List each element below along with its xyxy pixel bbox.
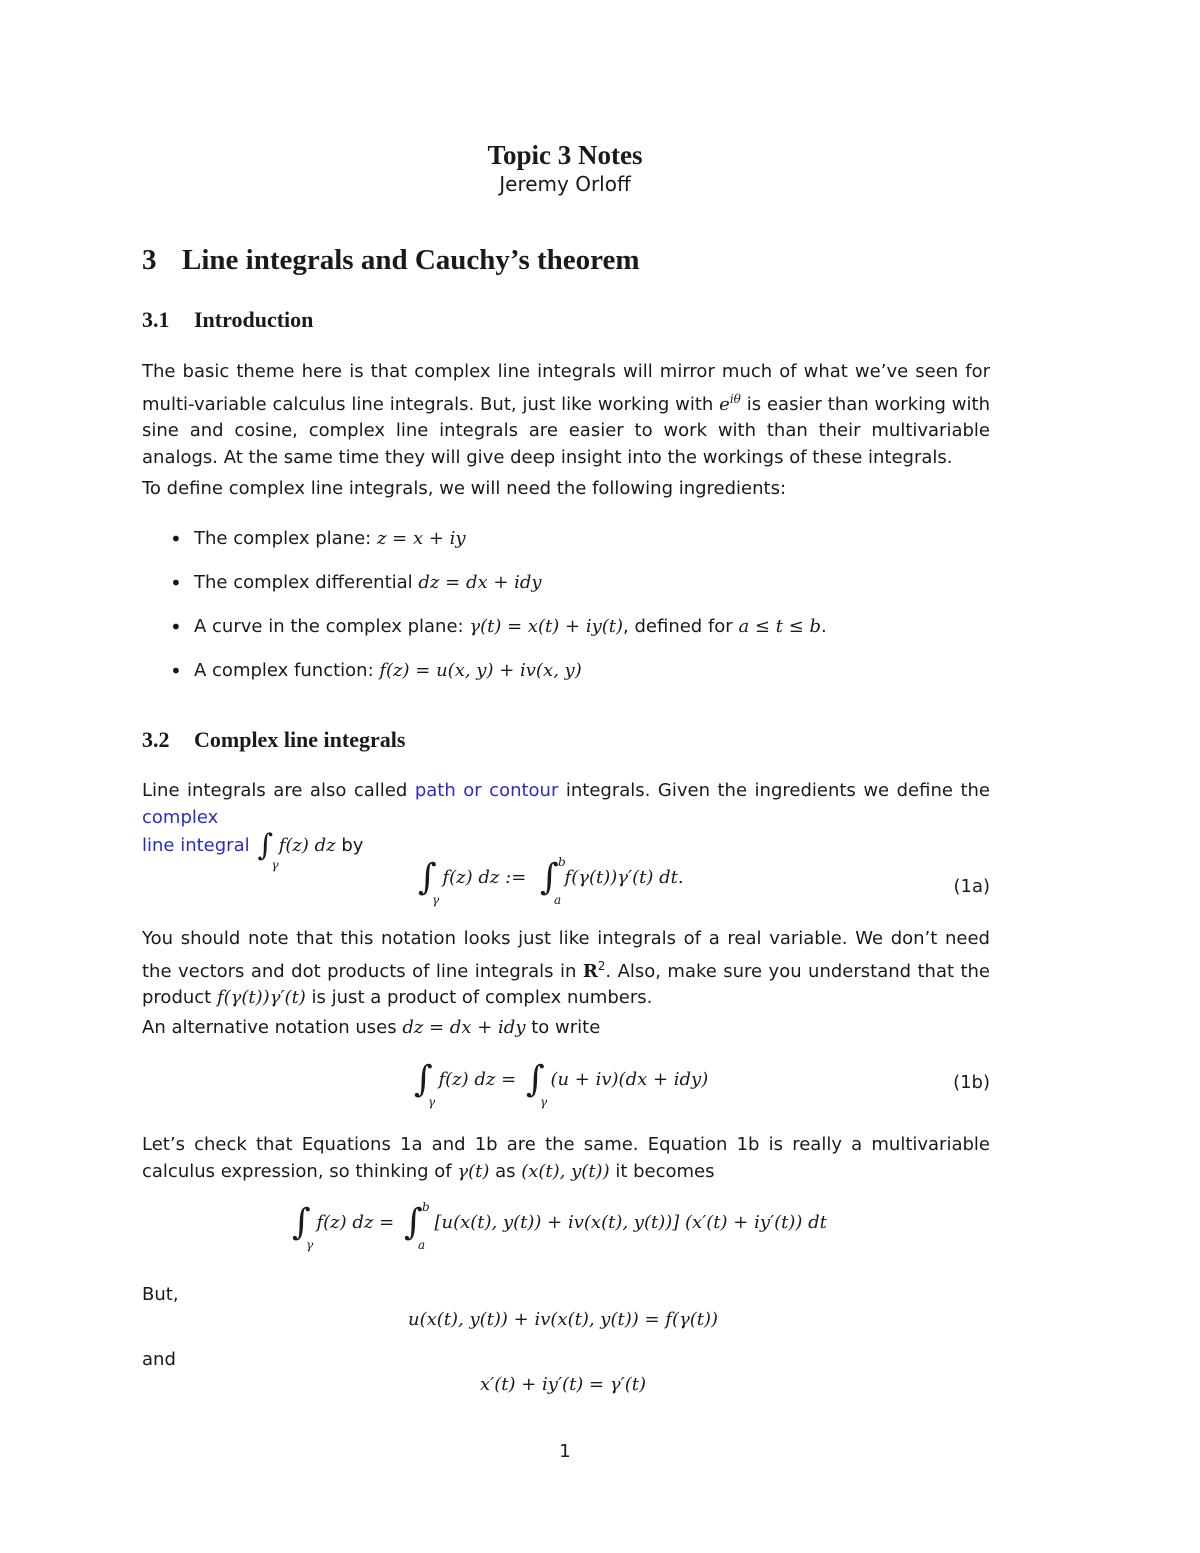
text-and: and — [142, 1349, 176, 1370]
ingredients-lead: To define complex line integrals, we will need the following ingredients: — [142, 478, 787, 499]
list-item-text: The complex differential — [194, 572, 419, 593]
intro-math-exp: iθ — [729, 391, 741, 406]
intro-math-e: e — [719, 393, 730, 415]
subsection-number: 3.2 — [142, 727, 170, 752]
integral-sign-icon: ∫ γ — [257, 828, 279, 872]
section-heading — [142, 244, 640, 277]
integral-upper-limit: b — [558, 855, 566, 869]
integral-sign-icon: ∫ γ — [292, 1202, 314, 1252]
cli-text-c: by — [335, 835, 364, 856]
section-number: 3 — [142, 244, 157, 276]
cli-p4-math2: (x(t), y(t)) — [521, 1160, 610, 1182]
list-item-math: f(z) = u(x, y) + iv(x, y) — [379, 660, 582, 681]
list-item-tail2: . — [820, 616, 827, 637]
integral-subscript: γ — [306, 1238, 314, 1252]
intro-paragraph — [142, 359, 990, 471]
equation-1b-label: (1b) — [953, 1072, 990, 1093]
integral-sign-icon: ∫ γ — [525, 1059, 548, 1109]
integral-lower-limit: a — [417, 1238, 426, 1252]
equation-1a-lhs: f(z) dz := — [442, 867, 527, 888]
equation-1b — [414, 1059, 709, 1109]
list-item-text: A complex function: — [194, 660, 380, 681]
integral-sign-icon: ∫ b a — [403, 1200, 430, 1252]
integral-subscript: γ — [428, 1095, 436, 1109]
cli-p2-text-c: is just a product of complex numbers. — [305, 987, 653, 1008]
subsection-heading-complex-line-integrals — [142, 727, 405, 753]
cli-p2-text-a: You should note that this notation looks just like integrals of a real variable. We don’t need the vectors and dot products of line integrals in — [142, 928, 990, 982]
equation-expansion — [292, 1200, 827, 1252]
cli-p3-text-b: to write — [525, 1017, 601, 1038]
cli-p2-math: f(γ(t))γ′(t) — [216, 987, 306, 1008]
equation-1a-rhs: f(γ(t))γ′(t) dt. — [564, 867, 684, 888]
list-item-math: z = x + iy — [376, 528, 466, 549]
list-item-math: dz = dx + idy — [418, 572, 542, 593]
integral-subscript: γ — [271, 858, 279, 872]
subsection-number: 3.1 — [142, 307, 170, 332]
equation-expansion-rhs: [u(x(t), y(t)) + iv(x(t), y(t))] (x′(t) + iy′(t)) dt — [434, 1212, 827, 1233]
cli-p2-reals-exp: 2 — [597, 958, 606, 973]
equation-1b-lhs: f(z) dz = — [438, 1069, 517, 1090]
link-path-or-contour[interactable]: path or contour — [414, 780, 559, 801]
list-item-math: γ(t) = x(t) + iy(t) — [469, 616, 624, 637]
list-item — [142, 658, 990, 702]
subsection-heading-introduction — [142, 307, 313, 333]
cli-p4-text-b: as — [489, 1160, 522, 1182]
cli-text-b: integrals. Given the ingredients we define the — [558, 780, 990, 801]
ingredients-list — [142, 526, 990, 702]
text-but: But, — [142, 1284, 179, 1305]
link-complex-line-integral[interactable]: complex — [142, 806, 219, 828]
list-item — [142, 614, 990, 658]
list-item-text: The complex plane: — [194, 528, 377, 549]
integral-lower-limit: a — [554, 893, 562, 907]
equation-1a — [418, 855, 684, 907]
page-number: 1 — [559, 1441, 571, 1462]
integral-subscript: γ — [432, 893, 440, 907]
cli-p4-text-a: Let’s check that Equations 1a and 1b are the same. Equation 1b is really a multivariable calculus expression, so thinking of — [142, 1134, 990, 1182]
equation-expansion-lhs: f(z) dz = — [316, 1212, 395, 1233]
equation-f-of-gamma: u(x(t), y(t)) + iv(x(t), y(t)) = f(γ(t)) — [408, 1309, 719, 1330]
cli-paragraph-1 — [142, 778, 990, 872]
cli-text-a: Line integrals are also called — [142, 780, 415, 801]
cli-inline-math: f(z) dz — [278, 835, 336, 856]
cli-p3-text-a: An alternative notation uses — [142, 1017, 403, 1038]
intro-text-b: is easier than working with sine and cosine, complex line integrals are easier to work with than their multivariable analogs. At the same time they will give deep insight into the workings of these integrals. — [142, 393, 990, 468]
cli-p3-math: dz = dx + idy — [402, 1017, 526, 1038]
equation-1a-label: (1a) — [953, 876, 990, 897]
document-author: Jeremy Orloff — [499, 172, 631, 196]
list-item — [142, 570, 990, 614]
integral-sign-icon: ∫ γ — [414, 1059, 436, 1109]
cli-paragraph-3 — [142, 1015, 990, 1042]
list-item-math2: a ≤ t ≤ b — [738, 616, 821, 637]
subsection-title: Introduction — [194, 307, 314, 332]
intro-text-a: The basic theme here is that complex line integrals will mirror much of what we’ve seen for multi-variable calculus line integrals. But, just like working with — [142, 361, 990, 415]
document-title: Topic 3 Notes — [487, 140, 643, 170]
cli-paragraph-4 — [142, 1132, 990, 1185]
link-complex-line-integral-cont[interactable]: line integral — [142, 835, 250, 856]
integral-upper-limit: b — [421, 1200, 430, 1214]
equation-1b-rhs: (u + iv)(dx + idy) — [550, 1069, 709, 1090]
cli-p2-text-b: . Also, make sure you understand that the product — [142, 960, 990, 1008]
list-item-tail: , defined for — [623, 616, 739, 637]
integral-sign-icon: ∫ γ — [418, 857, 440, 907]
cli-p2-reals: R — [582, 960, 598, 982]
section-title: Line integrals and Cauchy’s theorem — [182, 244, 640, 276]
list-item-text: A curve in the complex plane: — [194, 616, 470, 637]
cli-paragraph-2 — [142, 926, 990, 1012]
integral-subscript: γ — [539, 1095, 548, 1109]
equation-gamma-prime: x′(t) + iy′(t) = γ′(t) — [480, 1374, 646, 1395]
subsection-title: Complex line integrals — [194, 727, 406, 752]
cli-p4-math1: γ(t) — [457, 1160, 490, 1182]
list-item — [142, 526, 990, 570]
cli-p4-text-c: it becomes — [609, 1160, 715, 1182]
integral-sign-icon: ∫ b a — [540, 855, 566, 907]
